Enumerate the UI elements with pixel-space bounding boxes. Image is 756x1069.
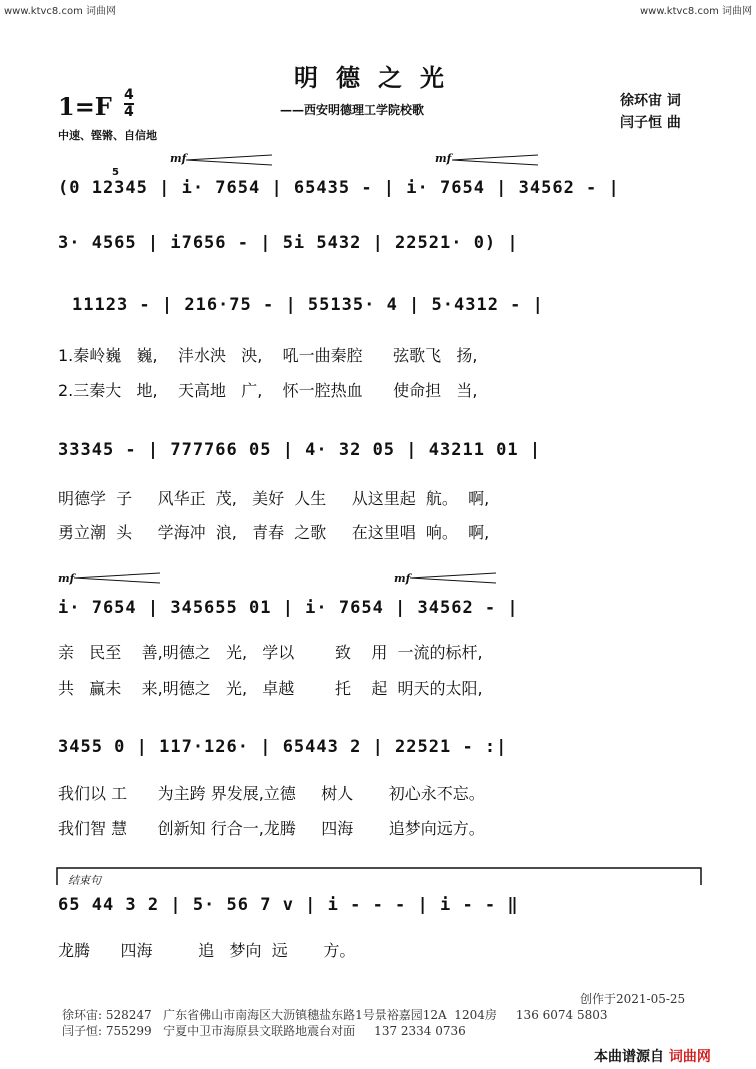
time-signature	[124, 88, 134, 120]
crescendo-hairpin-2	[452, 154, 538, 166]
lyric-line-5-verse-1: 亲 民至 善,明德之 光, 学以 致 用 一流的标杆,	[58, 643, 483, 662]
notes-line-1: (0 12345 | i· 7654 | 65435 - | i· 7654 | 34562 - |	[58, 178, 620, 198]
source-credit-text: 本曲谱源自	[594, 1049, 664, 1065]
lyricist: 徐环宙 词	[620, 93, 681, 109]
dynamic-mf-1: mf	[170, 152, 187, 165]
lyric-line-5-verse-2: 共 赢未 来,明德之 光, 卓越 托 起 明天的太阳,	[58, 679, 483, 698]
ending-label: 结束句	[68, 874, 101, 887]
lyric-line-3-verse-1: 1.秦岭巍 巍, 沣水泱 泱, 吼一曲秦腔 弦歌飞 扬,	[58, 346, 478, 365]
song-title: 明德之光	[294, 64, 462, 92]
watermark-right: www.ktvc8.com 词曲网	[639, 6, 752, 17]
notes-line-5: i· 7654 | 345655 01 | i· 7654 | 34562 - |	[58, 598, 519, 618]
notes-line-6: 3455 0 | 117·126· | 65443 2 | 22521 - :|	[58, 737, 508, 757]
lyric-line-4-verse-2: 勇立潮 头 学海冲 浪, 青春 之歌 在这里唱 响。 啊,	[58, 523, 490, 542]
crescendo-hairpin-4	[410, 572, 496, 584]
crescendo-hairpin-1	[186, 154, 272, 166]
notes-line-2: 3· 4565 | i7656 - | 5i 5432 | 22521· 0) |	[58, 233, 519, 253]
ending-bracket	[56, 864, 702, 886]
lyric-line-4-verse-1: 明德学 子 风华正 茂, 美好 人生 从这里起 航。 啊,	[58, 489, 490, 508]
tempo-marking: 中速、铿锵、自信地	[58, 129, 157, 142]
creation-date: 创作于2021-05-25	[580, 992, 686, 1006]
lyric-line-7: 龙腾 四海 追 梦向 远 方。	[58, 941, 356, 960]
crescendo-hairpin-3	[74, 572, 160, 584]
time-top: 4	[124, 87, 134, 103]
tuplet-number: 5	[112, 167, 119, 178]
composer: 闫子恒 曲	[620, 115, 681, 131]
dynamic-mf-4: mf	[394, 572, 411, 585]
notes-line-7: 65 44 3 2 | 5· 56 7 v | i - - - | i - - ‖	[58, 895, 519, 915]
lyric-line-3-verse-2: 2.三秦大 地, 天高地 广, 怀一腔热血 使命担 当,	[58, 381, 478, 400]
time-bottom: 4	[124, 104, 134, 120]
notes-line-3: 11123 - | 216·75 - | 55135· 4 | 5·4312 - |	[72, 295, 544, 315]
source-credit	[594, 1046, 711, 1066]
notes-line-4: 33345 - | 777766 05 | 4· 32 05 | 43211 01 |	[58, 440, 542, 460]
source-brand-link[interactable]: 词曲网	[668, 1049, 711, 1065]
dynamic-mf-3: mf	[58, 572, 75, 585]
song-subtitle: ——西安明德理工学院校歌	[280, 103, 425, 117]
lyric-line-6-verse-2: 我们智 慧 创新知 行合一,龙腾 四海 追梦向远方。	[58, 819, 485, 838]
lyric-line-6-verse-1: 我们以 工 为主跨 界发展,立德 树人 初心永不忘。	[58, 784, 485, 803]
dynamic-mf-2: mf	[435, 152, 452, 165]
contact-lyricist: 徐环宙: 528247 广东省佛山市南海区大沥镇穗盐东路1号景裕嘉园12A 1204房 136 6074 5803	[62, 1008, 608, 1022]
contact-composer: 闫子恒: 755299 宁夏中卫市海原县文联路地震台对面 137 2334 0736	[62, 1024, 466, 1038]
key-signature: 1=F	[58, 92, 112, 121]
watermark-left: www.ktvc8.com 词曲网	[4, 6, 117, 17]
